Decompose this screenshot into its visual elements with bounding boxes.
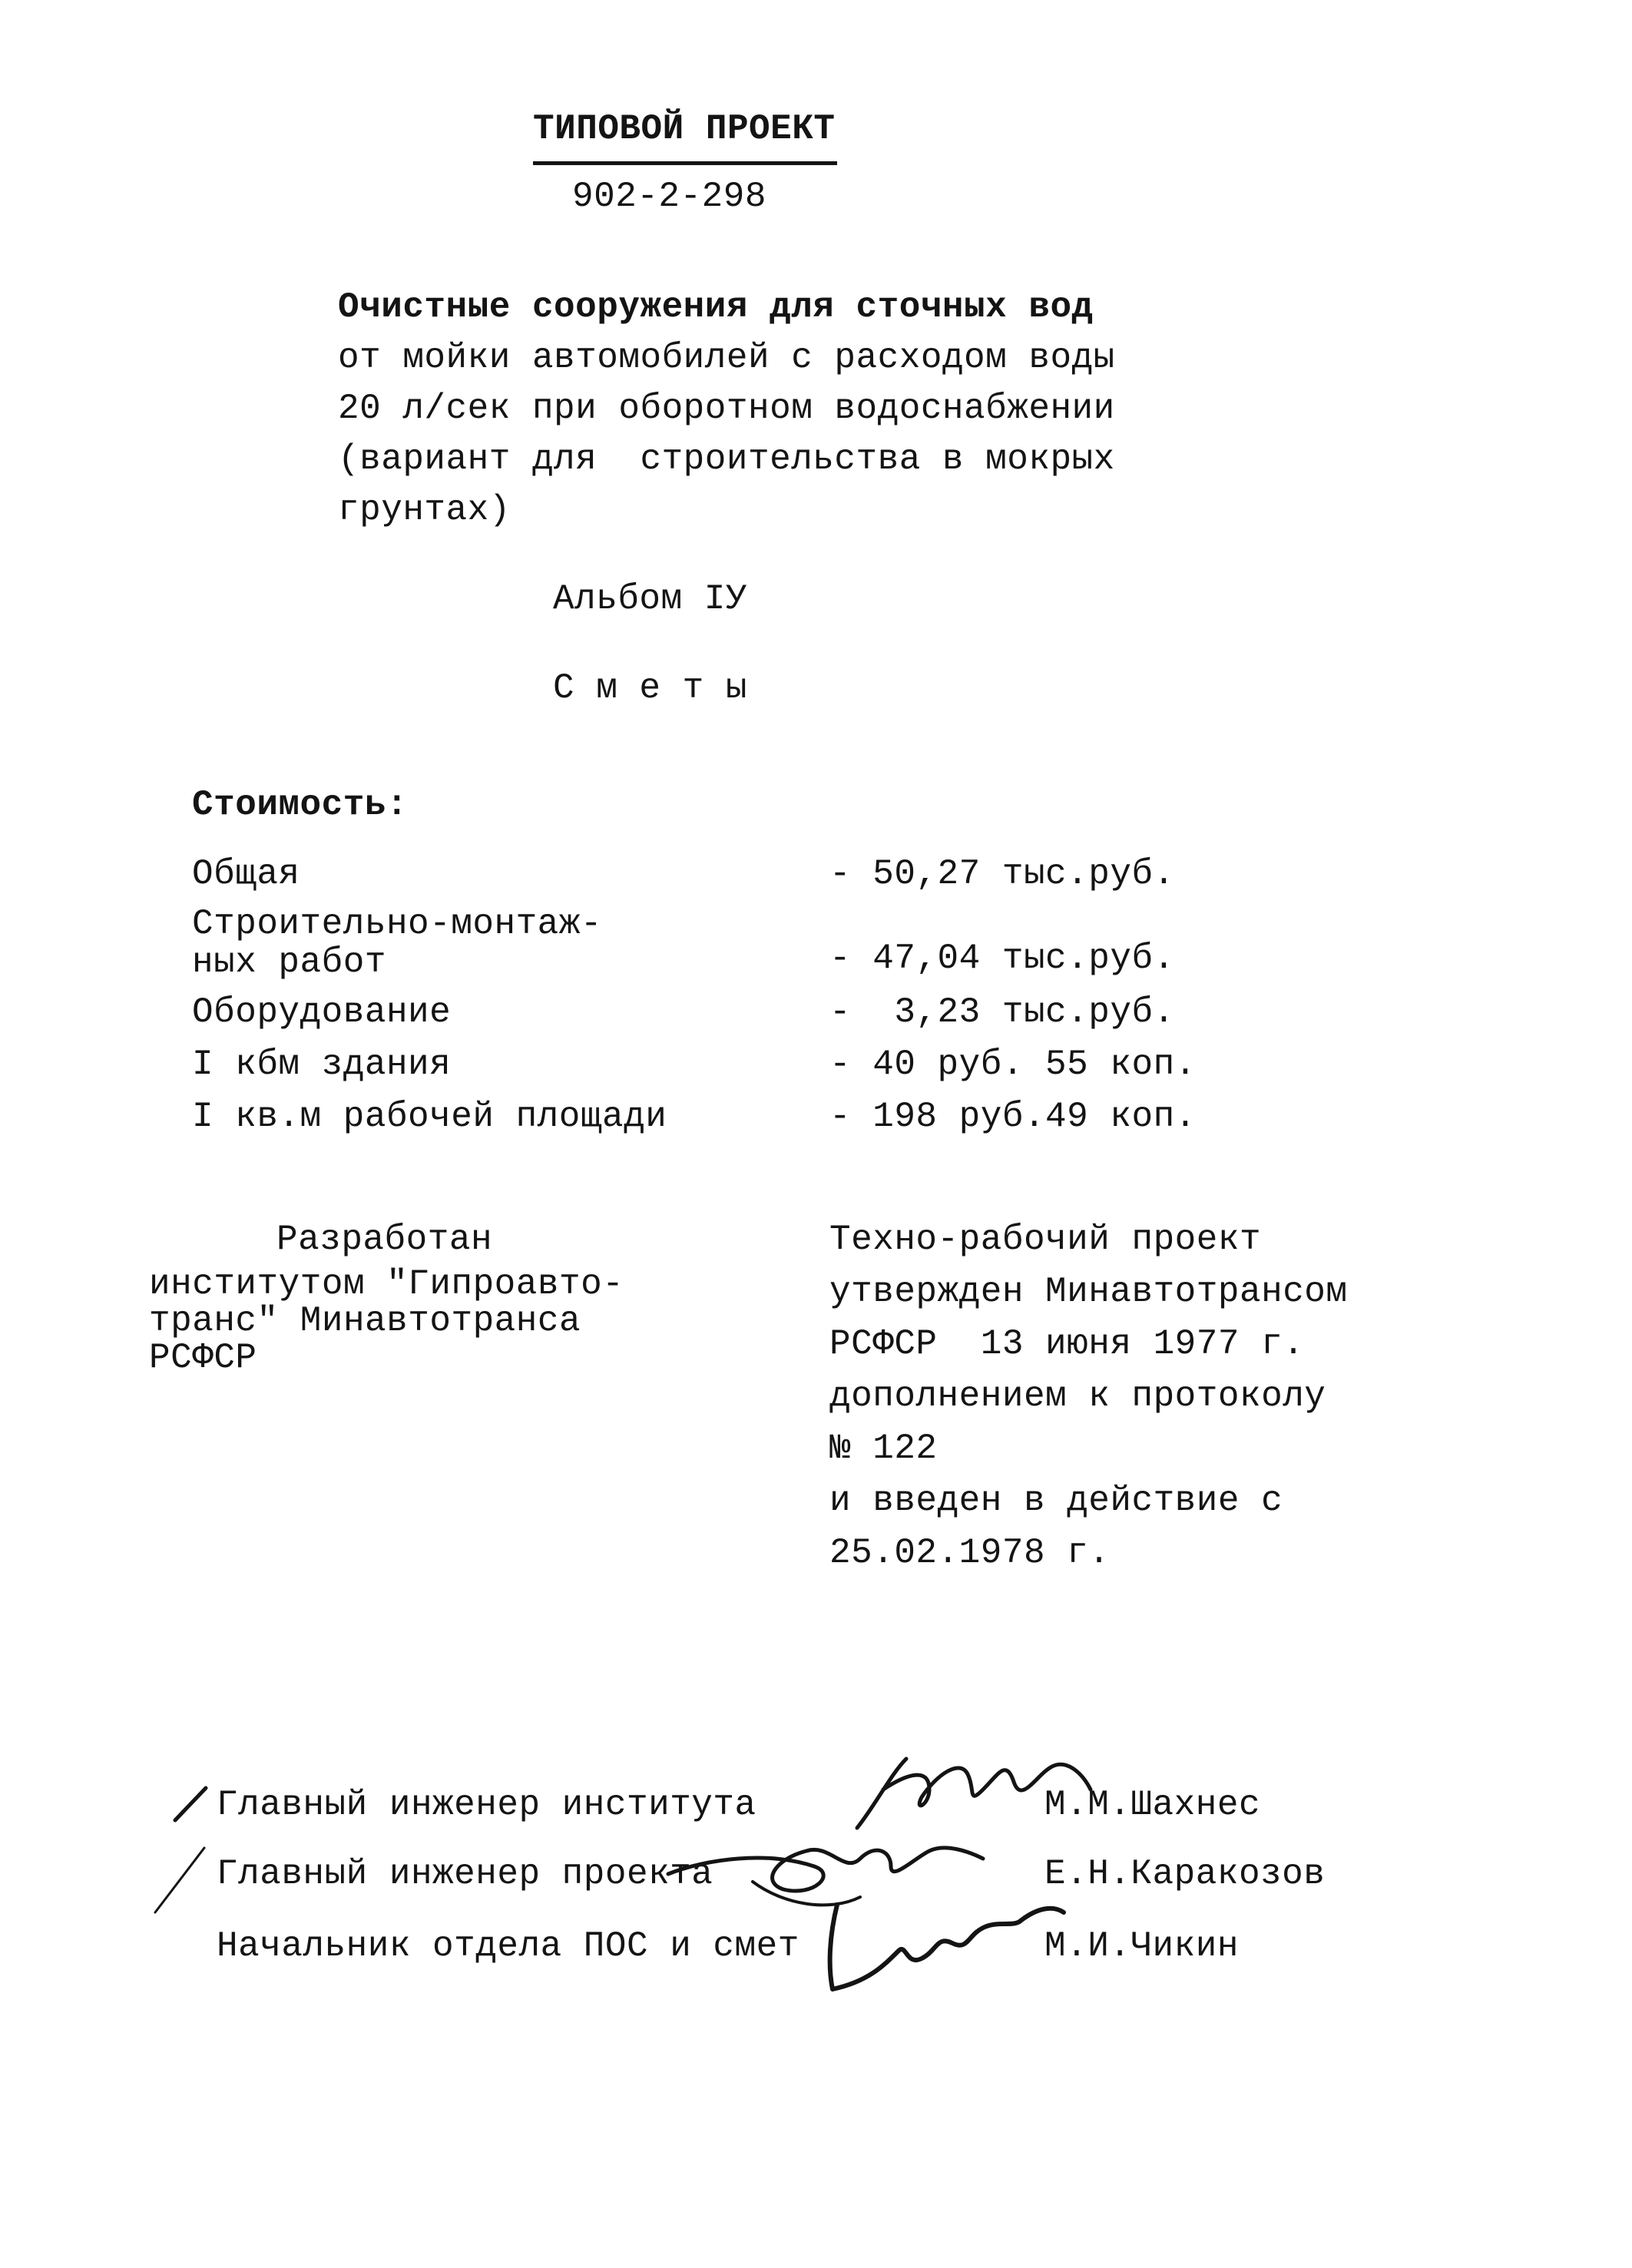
signature-name-1: М.М.Шахнес xyxy=(1044,1785,1261,1825)
description-line-5: грунтах) xyxy=(338,490,511,530)
cost-heading: Стоимость: xyxy=(192,785,409,825)
signature-name-3: М.И.Чикин xyxy=(1044,1926,1239,1966)
approval-line-2: утвержден Минавтотрансом xyxy=(829,1272,1348,1312)
approval-line-3: РСФСР 13 июня 1977 г. xyxy=(829,1324,1305,1364)
cost-value-equipment: - 3,23 тыс.руб. xyxy=(829,992,1175,1032)
cost-label-per-m3: I кбм здания xyxy=(192,1045,452,1084)
signature-role-2: Главный инженер проекта xyxy=(217,1854,713,1894)
project-number: 902-2-298 xyxy=(572,177,766,217)
approval-line-4: дополнением к протоколу xyxy=(829,1376,1326,1416)
album-title: С м е т ы xyxy=(553,668,747,708)
description-line-3: 20 л/сек при оборотном водоснабжении xyxy=(338,389,1115,429)
description-line-4: (вариант для строительства в мокрых xyxy=(338,439,1115,479)
cost-value-construction: - 47,04 тыс.руб. xyxy=(829,939,1175,978)
approval-line-6: и введен в действие с xyxy=(829,1481,1283,1521)
developer-line-3: РСФСР xyxy=(149,1338,257,1378)
cost-label-construction: Строительно-монтаж- ных работ xyxy=(192,904,602,982)
cost-value-per-m3: - 40 руб. 55 коп. xyxy=(829,1045,1197,1084)
cost-value-total: - 50,27 тыс.руб. xyxy=(829,854,1175,894)
cost-value-per-m2: - 198 руб.49 коп. xyxy=(829,1097,1197,1137)
cost-label-per-m2: I кв.м рабочей площади xyxy=(192,1097,667,1137)
approval-line-5: № 122 xyxy=(829,1429,938,1468)
handwritten-signature-3 xyxy=(822,1874,1068,1997)
description-line-2: от мойки автомобилей с расходом воды xyxy=(338,338,1115,378)
album-label: Альбом IУ xyxy=(553,579,747,619)
title-underline xyxy=(533,161,837,165)
approval-line-1: Техно-рабочий проект xyxy=(829,1220,1262,1260)
developer-heading: Разработан xyxy=(276,1220,493,1260)
cost-label-total: Общая xyxy=(192,854,300,894)
developer-line-1: институтом "Гипроавто- xyxy=(149,1264,624,1304)
tick-mark-2 xyxy=(151,1842,212,1919)
approval-line-7: 25.02.1978 г. xyxy=(829,1533,1111,1573)
series-title: ТИПОВОЙ ПРОЕКТ xyxy=(533,109,836,149)
cost-label-equipment: Оборудование xyxy=(192,992,452,1032)
description-line-1: Очистные сооружения для сточных вод xyxy=(338,287,1094,327)
signature-role-1: Главный инженер института xyxy=(217,1785,756,1825)
developer-line-2: транс" Минавтотранса xyxy=(149,1301,581,1341)
signature-role-3: Начальник отдела ПОС и смет xyxy=(217,1926,799,1966)
tick-mark-1 xyxy=(169,1782,215,1828)
signature-name-2: Е.Н.Каракозов xyxy=(1044,1854,1326,1894)
